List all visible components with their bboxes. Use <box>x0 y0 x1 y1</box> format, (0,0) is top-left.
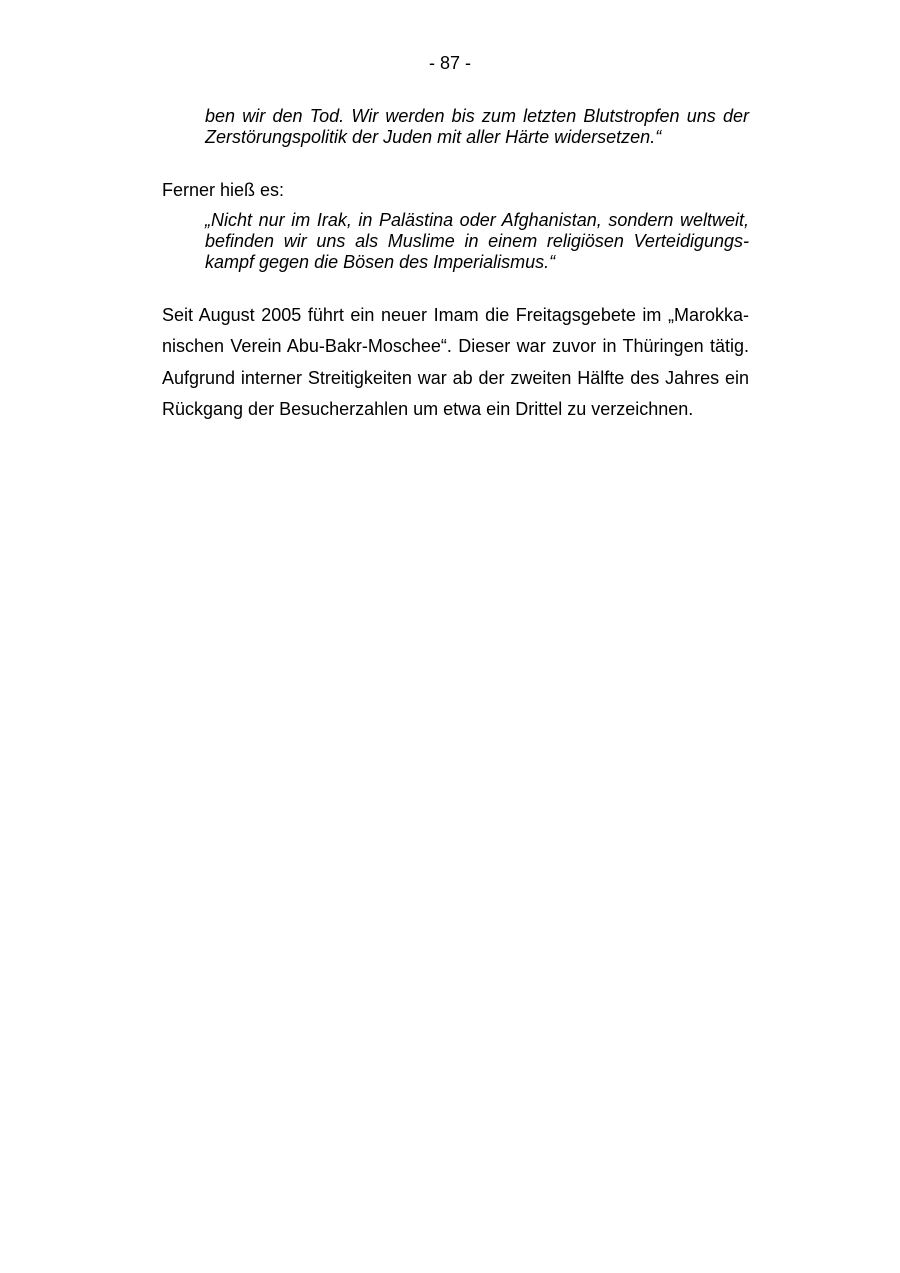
quote-second <box>205 210 749 273</box>
quote-line: kampf gegen die Bösen des Imperialismus.“ <box>205 252 556 272</box>
paragraph-line: Rückgang der Besucherzahlen um etwa ein Drittel zu verzeichnen. <box>162 398 694 419</box>
paragraph-line: Aufgrund interner Streitigkeiten war ab der zweiten Hälfte des Jahres ein <box>162 367 749 388</box>
lead-in-text: Ferner hieß es: <box>162 180 285 200</box>
quote-line: „Nicht nur im Irak, in Palästina oder Afghanistan, sondern weltweit, <box>205 210 749 230</box>
paragraph-line: Seit August 2005 führt ein neuer Imam die Freitagsgebete im „Marokka- <box>162 305 749 325</box>
quote-line: ben wir den Tod. Wir werden bis zum letzten Blutstropfen uns der <box>205 106 749 126</box>
body-paragraph <box>162 304 749 429</box>
paragraph-line: nischen Verein Abu-Bakr-Moschee“. Dieser war zuvor in Thüringen tätig. <box>162 336 749 357</box>
quote-continued <box>205 106 749 148</box>
page-number: - 87 - <box>428 53 471 73</box>
quote-line: befinden wir uns als Muslime in einem religiösen Verteidigungs- <box>205 231 749 251</box>
quote-line: Zerstörungspolitik der Juden mit aller Härte widersetzen.“ <box>205 127 662 147</box>
